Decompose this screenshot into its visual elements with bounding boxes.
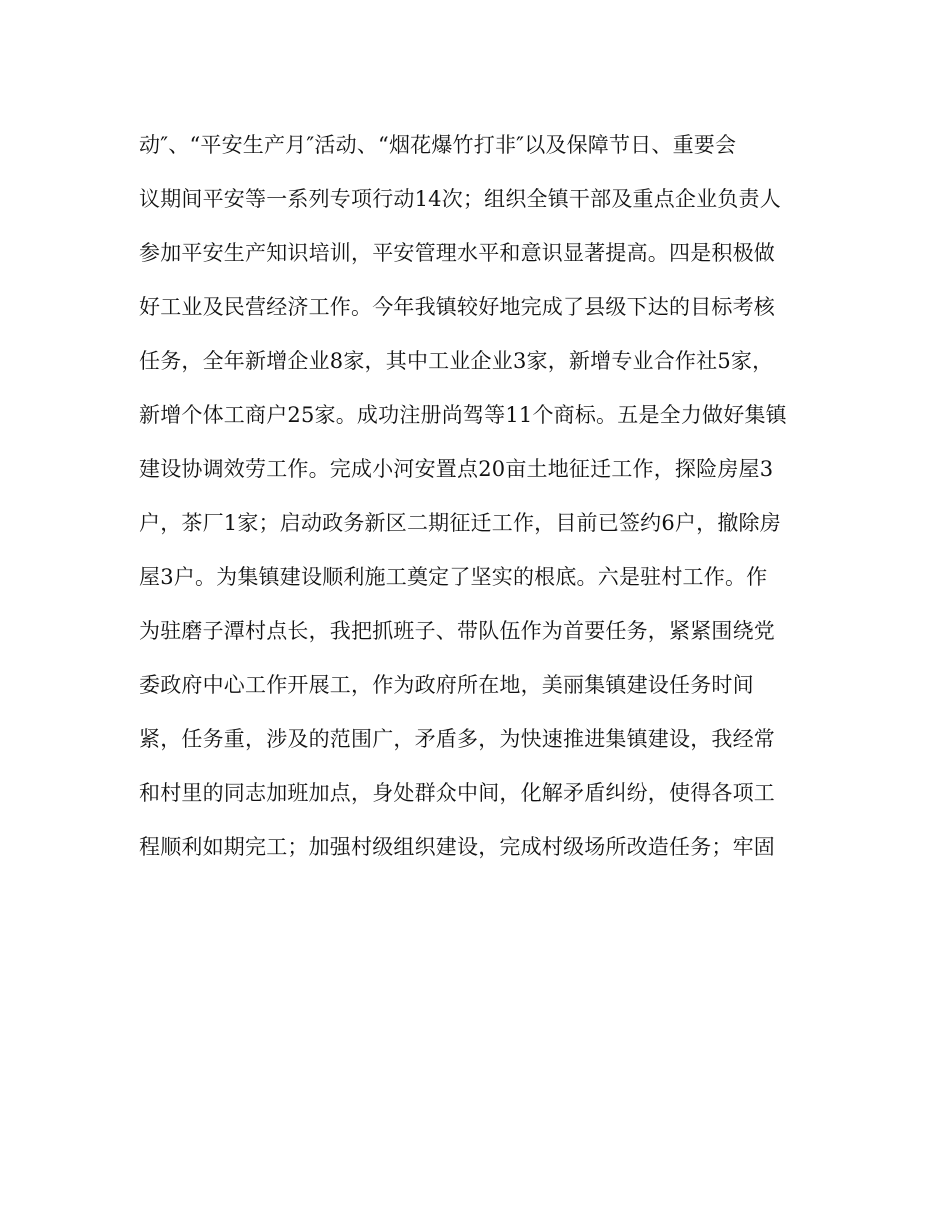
text-line-8: 户，茶厂1家；启动政务新区二期征迁工作，目前已签约6户，撤除房 xyxy=(139,511,781,535)
text-line-2: 议期间平安等一系列专项行动14次；组织全镇干部及重点企业负责人 xyxy=(139,187,781,211)
text-line-11: 委政府中心工作开展工，作为政府所在地，美丽集镇建设任务时间 xyxy=(139,673,754,697)
text-line-9: 屋3户。为集镇建设顺利施工奠定了坚实的根底。六是驻村工作。作 xyxy=(139,565,768,589)
text-line-1: 动″、“平安生产月″活动、“烟花爆竹打非″以及保障节日、重要会 xyxy=(139,133,737,157)
text-line-5: 任务，全年新增企业8家，其中工业企业3家，新增专业合作社5家， xyxy=(139,349,774,373)
text-line-4: 好工业及民营经济工作。今年我镇较好地完成了县级下达的目标考核 xyxy=(139,295,775,319)
text-line-13: 和村里的同志加班加点，身处群众中间，化解矛盾纠纷，使得各项工 xyxy=(139,781,775,805)
text-line-12: 紧，任务重，涉及的范围广，矛盾多，为快速推进集镇建设，我经常 xyxy=(139,727,775,751)
text-line-6: 新增个体工商户25家。成功注册尚驾等11个商标。五是全力做好集镇 xyxy=(139,403,787,427)
document-body xyxy=(139,118,819,874)
text-line-7: 建设协调效劳工作。完成小河安置点20亩土地征迁工作，探险房屋3 xyxy=(139,457,774,481)
text-line-14: 程顺利如期完工；加强村级组织建设，完成村级场所改造任务；牢固 xyxy=(139,835,775,859)
text-line-3: 参加平安生产知识培训，平安管理水平和意识显著提高。四是积极做 xyxy=(139,241,775,265)
text-line-10: 为驻磨子潭村点长，我把抓班子、带队伍作为首要任务，紧紧围绕党 xyxy=(139,619,775,643)
